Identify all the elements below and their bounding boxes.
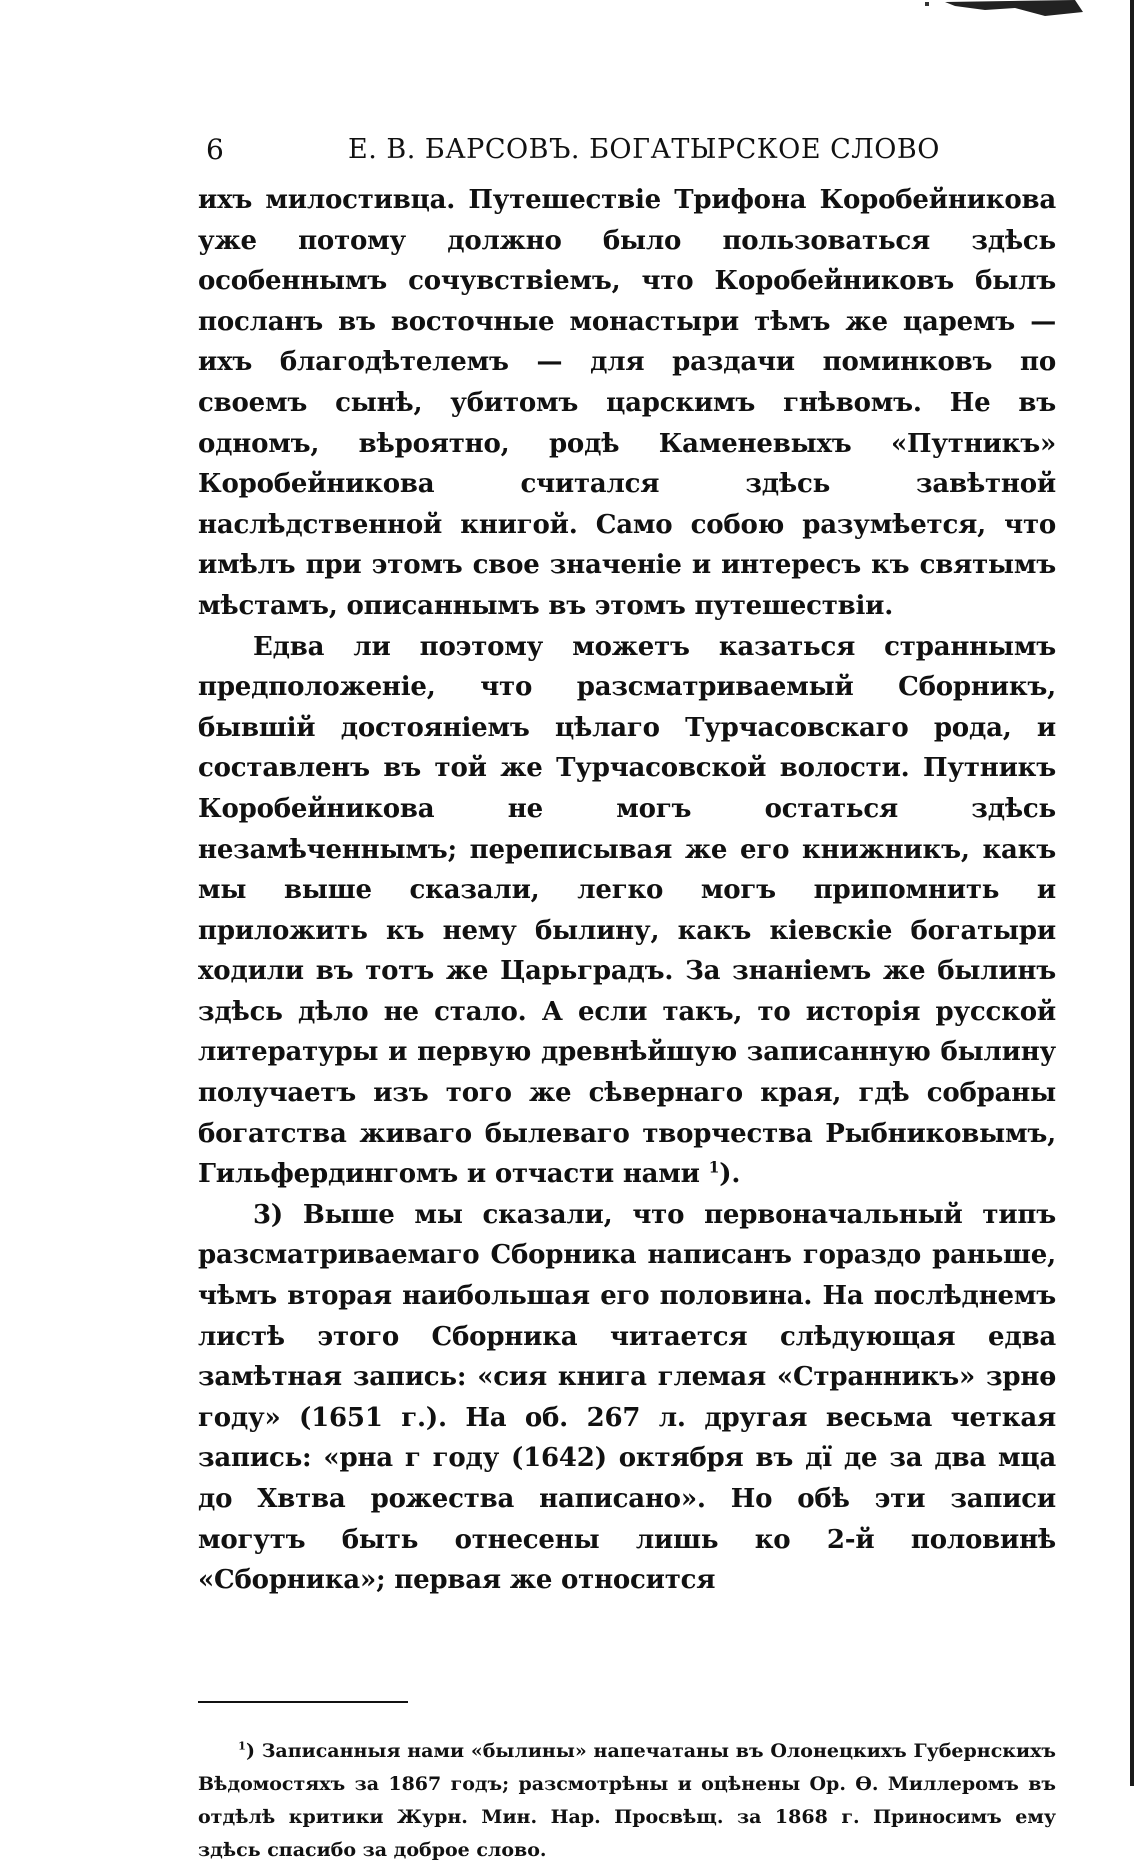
running-title: Е. В. БАРСОВЪ. БОГАТЫРСКОЕ СЛОВО — [348, 134, 940, 165]
book-page — [198, 130, 1056, 1867]
footnote-mark: 1 — [238, 1738, 246, 1753]
page-number: 6 — [206, 133, 224, 166]
footnote-rule — [198, 1701, 408, 1703]
footnote — [198, 1735, 1056, 1867]
paragraph-2-text: Едва ли поэтому можетъ казаться страннымъ предположеніе, что разсматриваемый Сборникъ, бывшій достояніемъ цѣлаго Турчасовскаго рода, и составленъ въ той же Турчасовской волости. Путникъ Коробейникова не могъ остаться здѣсь незамѣченнымъ; переписывая же его книжникъ, какъ мы выше сказали, легко могъ припомнить и приложить къ нему былину, какъ кіевскіе богатыри ходили въ тотъ же Царьградъ. За знаніемъ же былинъ здѣсь дѣло не стало. А если такъ, то исторія русской литературы и первую древнѣйшую записанную былину получаетъ изъ того же сѣвернаго края, гдѣ собраны богатства живаго былеваго творчества Рыбниковымъ, Гильфердингомъ и отчасти нами — [198, 631, 1056, 1190]
footnote-text: ) Записанныя нами «былины» напечатаны въ Олонецкихъ Губернскихъ Вѣдомостяхъ за 1867 годъ; разсмотрѣны и оцѣнены Ор. Ѳ. Миллеромъ въ отдѣлѣ критики Журн. Мин. Нар. Просвѣщ. за 1868 г. Приносимъ ему здѣсь спасибо за доброе слово. — [198, 1739, 1056, 1861]
paragraph-1: ихъ милостивца. Путешествіе Трифона Коробейникова уже потому должно было пользоваться здѣсь особеннымъ сочувствіемъ, что Коробейниковъ былъ посланъ въ восточные монастыри тѣмъ же царемъ — ихъ благодѣтелемъ — для раздачи поминковъ по своемъ сынѣ, убитомъ царскимъ гнѣвомъ. Не въ одномъ, вѣроятно, родѣ Каменевыхъ «Путникъ» Коробейникова считался здѣсь завѣтной наслѣдственной книгой. Само собою разумѣется, что имѣлъ при этомъ свое значеніе и интересъ къ святымъ мѣстамъ, описаннымъ въ этомъ путешествіи. — [198, 185, 1056, 621]
footnote-reference: 1 — [708, 1157, 720, 1177]
page-edge-shadow — [1130, 0, 1134, 1786]
footnote-reference-closing: ). — [719, 1159, 741, 1190]
running-head — [198, 130, 1056, 180]
body-text — [198, 180, 1056, 1601]
paragraph-2 — [198, 627, 1056, 1195]
scan-smudge-mark — [925, 0, 1085, 20]
paragraph-3: 3) Выше мы сказали, что первоначальный типъ разсматриваемаго Сборника написанъ гораздо раньше, чѣмъ вторая наибольшая его половина. На послѣднемъ листѣ этого Сборника читается слѣдующая едва замѣтная запись: «сия книга глемая «Странникъ» зрнѳ году» (1651 г.). На об. 267 л. другая весьма четкая запись: «рна г году (1642) октября въ дї де за два мца до Хвтва рожества написано». Но обѣ эти записи могутъ быть отнесены лишь ко 2-й половинѣ «Сборника»; первая же относится — [198, 1199, 1056, 1596]
